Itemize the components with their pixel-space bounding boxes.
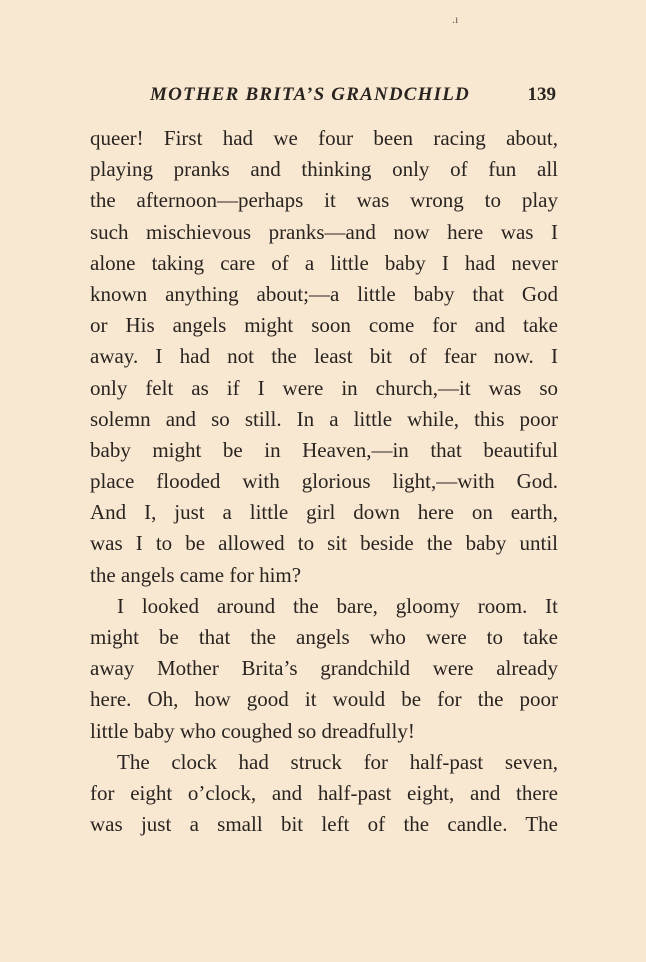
text-line: away Mother Brita’s grandchild were already bbox=[90, 656, 558, 681]
text-line: playing pranks and thinking only of fun all bbox=[90, 157, 558, 182]
text-line: place flooded with glorious light,—with God. bbox=[90, 469, 558, 494]
text-line: only felt as if I were in church,—it was so bbox=[90, 375, 558, 400]
text-line: for eight o’clock, and half-past eight, and there bbox=[90, 780, 558, 805]
text-line: was just a small bit left of the candle. The bbox=[90, 812, 558, 837]
text-line: was I to be allowed to sit beside the baby until bbox=[90, 531, 558, 556]
text-line: And I, just a little girl down here on earth, bbox=[90, 500, 558, 525]
text-line: such mischievous pranks—and now here was I bbox=[90, 219, 558, 244]
text-line: baby might be in Heaven,—in that beautiful bbox=[90, 437, 558, 462]
text-line: known anything about;—a little baby that God bbox=[90, 281, 558, 306]
running-head bbox=[90, 84, 558, 112]
text-line: or His angels might soon come for and take bbox=[90, 313, 558, 338]
text-line: here. Oh, how good it would be for the poor bbox=[90, 687, 558, 712]
text-line: solemn and so still. In a little while, this poor bbox=[90, 406, 558, 431]
text-line: the afternoon—perhaps it was wrong to play bbox=[90, 188, 558, 213]
text-line: away. I had not the least bit of fear now. I bbox=[90, 344, 558, 369]
text-line: might be that the angels who were to take bbox=[90, 625, 558, 649]
text-line: alone taking care of a little baby I had never bbox=[90, 250, 558, 275]
text-line: I looked around the bare, gloomy room. It bbox=[117, 593, 558, 618]
page-number: 139 bbox=[527, 84, 556, 105]
stray-print-mark: .ı bbox=[452, 12, 459, 26]
text-line: little baby who coughed so dreadfully! bbox=[90, 718, 415, 743]
text-line: The clock had struck for half-past seven, bbox=[117, 749, 558, 774]
text-line: queer! First had we four been racing about, bbox=[90, 126, 558, 150]
body-text bbox=[90, 123, 558, 840]
text-line: the angels came for him? bbox=[90, 562, 302, 587]
running-title: MOTHER BRITA’S GRANDCHILD bbox=[150, 84, 470, 105]
